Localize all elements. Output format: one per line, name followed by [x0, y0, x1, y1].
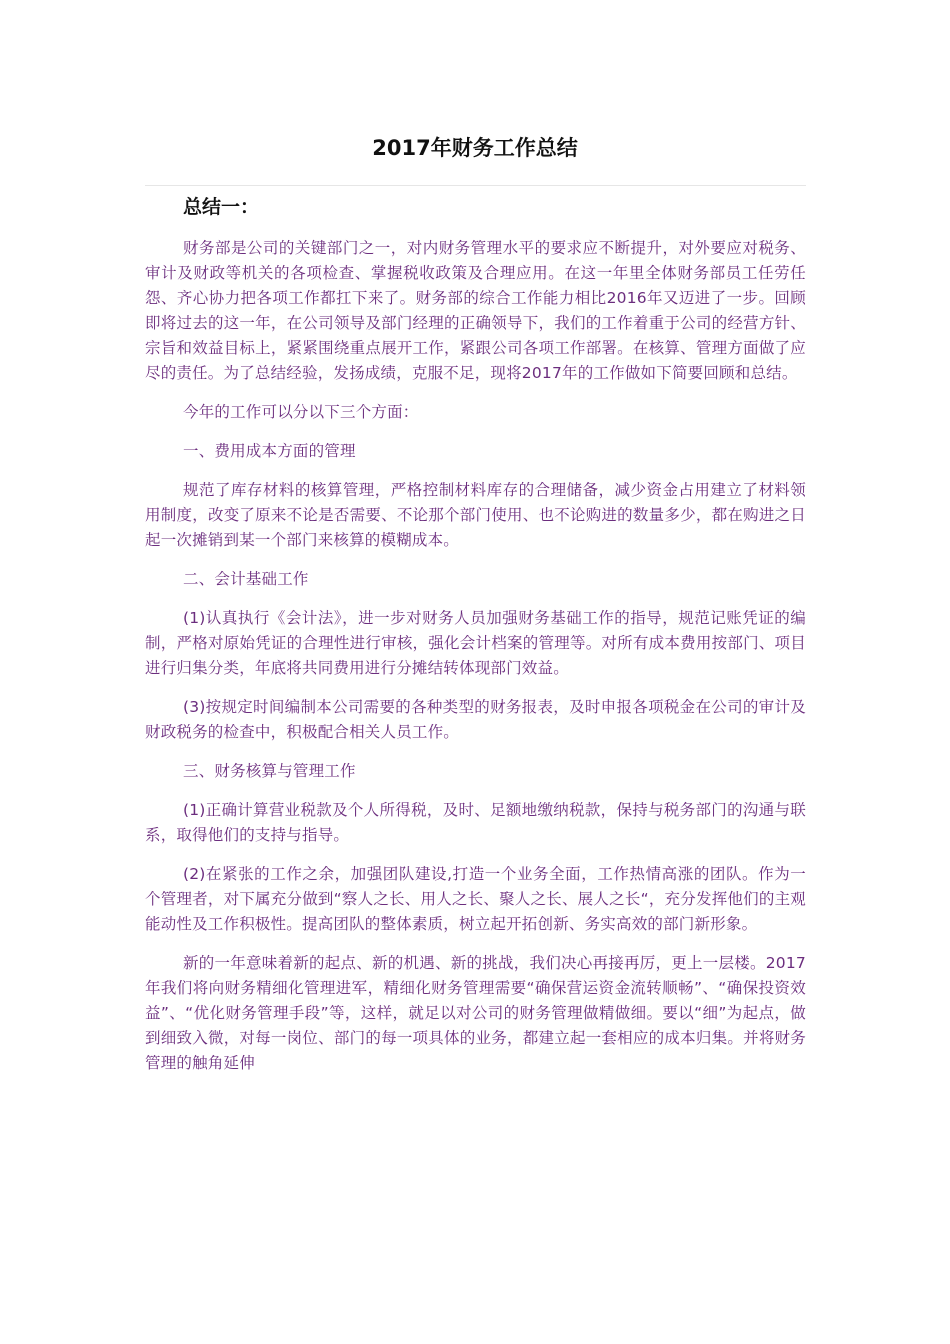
paragraph-overview: 今年的工作可以分以下三个方面： — [183, 403, 419, 421]
title-divider — [145, 185, 806, 186]
paragraph-accounting-1: (1)认真执行《会计法》，进一步对财务人员加强财务基础工作的指导，规范记账凭证的编制，严格对原始凭证的合理性进行审核，强化会计档案的管理等。对所有成本费用按部门、项目进行归集分类，年底将共同费用进行分摊结转体现部门效益。 — [145, 609, 806, 677]
paragraph-intro: 财务部是公司的关键部门之一，对内财务管理水平的要求应不断提升，对外要应对税务、审计及财政等机关的各项检查、掌握税收政策及合理应用。在这一年里全体财务部员工任劳任怨、齐心协力把各项工作都扛下来了。财务部的综合工作能力相比2016年又迈进了一步。回顾即将过去的这一年，在公司领导及部门经理的正确领导下，我们的工作着重于公司的经营方针、宗旨和效益目标上，紧紧围绕重点展开工作，紧跟公司各项工作部署。在核算、管理方面做了应尽的责任。为了总结经验，发扬成绩，克服不足，现将2017年的工作做如下简要回顾和总结。 — [145, 239, 806, 382]
paragraph-finance-2: (2)在紧张的工作之余，加强团队建设,打造一个业务全面，工作热情高涨的团队。作为一个管理者，对下属充分做到“察人之长、用人之长、聚人之长、展人之长“，充分发挥他们的主观能动性及工作积极性。提高团队的整体素质，树立起开拓创新、务实高效的部门新形象。 — [145, 865, 806, 933]
paragraph-accounting-3: (3)按规定时间编制本公司需要的各种类型的财务报表，及时申报各项税金在公司的审计及财政税务的检查中，积极配合相关人员工作。 — [145, 698, 806, 741]
section-title-finance: 三、财务核算与管理工作 — [183, 762, 356, 780]
section-title-cost: 一、费用成本方面的管理 — [183, 442, 356, 460]
paragraph-outlook: 新的一年意味着新的起点、新的机遇、新的挑战，我们决心再接再厉，更上一层楼。2017年我们将向财务精细化管理进军，精细化财务管理需要“确保营运资金流转顺畅”、“确保投资效益”、“优化财务管理手段”等，这样，就足以对公司的财务管理做精做细。要以“细”为起点，做到细致入微，对每一岗位、部门的每一项具体的业务，都建立起一套相应的成本归集。并将财务管理的触角延伸 — [145, 954, 806, 1072]
document-title: 2017年财务工作总结 — [372, 136, 578, 160]
paragraph-cost: 规范了库存材料的核算管理，严格控制材料库存的合理储备，减少资金占用建立了材料领用制度，改变了原来不论是否需要、不论那个部门使用、也不论购进的数量多少，都在购进之日起一次摊销到某一个部门来核算的模糊成本。 — [145, 481, 806, 549]
section-title-accounting: 二、会计基础工作 — [183, 570, 309, 588]
document-body — [145, 192, 806, 1090]
paragraph-finance-1: (1)正确计算营业税款及个人所得税，及时、足额地缴纳税款，保持与税务部门的沟通与联系，取得他们的支持与指导。 — [145, 801, 806, 844]
section-heading: 总结一： — [183, 196, 260, 218]
